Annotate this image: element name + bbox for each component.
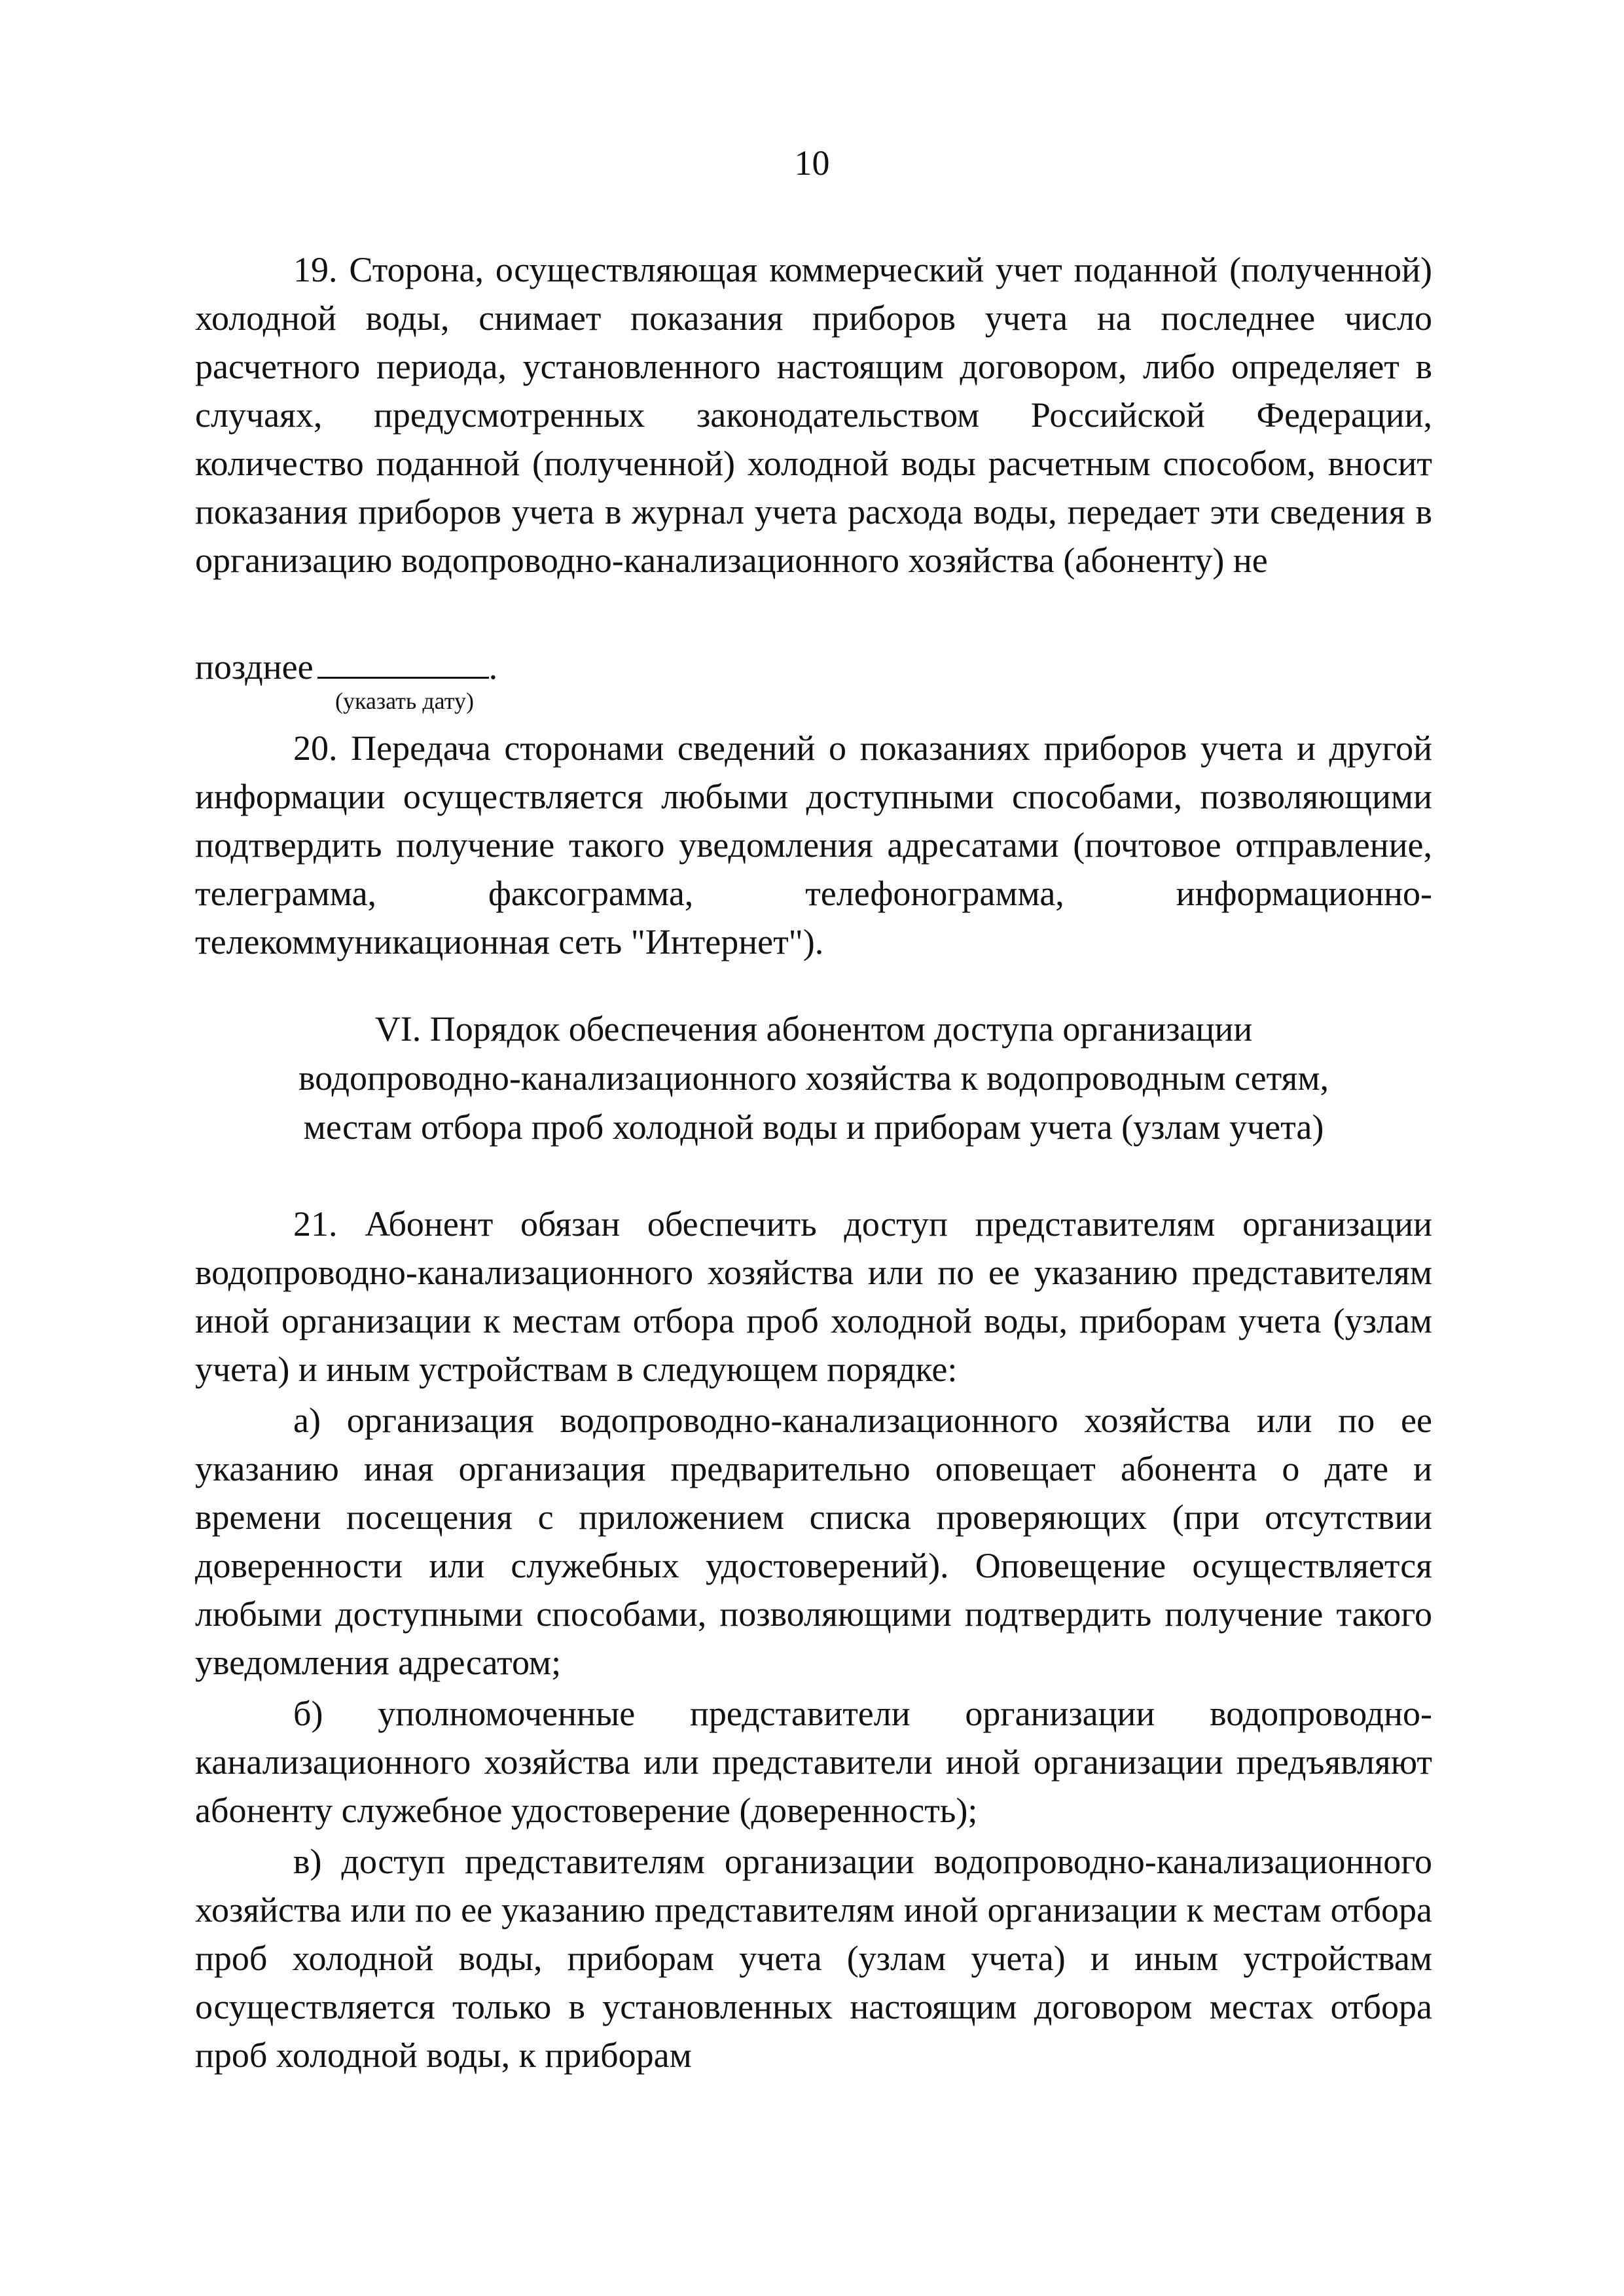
clause-19-date-line <box>195 643 497 691</box>
section-vi-heading-line: водопроводно-канализационного хозяйства к водопроводным сетям, <box>298 1058 1329 1098</box>
clause-21 <box>195 1200 1432 2082</box>
clause-21-item-v: в) доступ представителям организации водопроводно-канализационного хозяйства или по ее указанию представителям иной организации к местам отбора проб холодной воды, приборам учета (узлам учета) и иным устройствам осуществляется только в установленных настоящим договором местах отбора проб холодной воды, к приборам <box>195 1842 1432 2075</box>
clause-21-item-a: а) организация водопроводно-канализационного хозяйства или по ее указанию иная организация предварительно оповещает абонента о дате и времени посещения с приложением списка проверяющих (при отсутствии доверенности или служебных удостоверений). Оповещение осуществляется любыми доступными способами, позволяющими подтвердить получение такого уведомления адресатом; <box>195 1401 1432 1682</box>
clause-21-intro: 21. Абонент обязан обеспечить доступ представителям организации водопроводно-канализационного хозяйства или по ее указанию представителям иной организации к местам отбора проб холодной воды, приборам учета (узлам учета) и иным устройствам в следующем порядке: <box>195 1204 1432 1389</box>
section-vi-heading-line: местам отбора проб холодной воды и приборам учета (узлам учета) <box>303 1107 1324 1147</box>
date-blank-field[interactable] <box>317 643 489 679</box>
section-vi-heading <box>195 1005 1432 1152</box>
clause-20-text: 20. Передача сторонами сведений о показаниях приборов учета и другой информации осуществляется любыми доступными способами, позволяющими подтвердить получение такого уведомления адресатами (почтовое отправление, телеграмма, факсограмма, телефонограмма, информационно-телекоммуникационная сеть "Интернет"). <box>195 728 1432 961</box>
clause-19 <box>195 245 1432 587</box>
clause-19-tail-prefix: позднее <box>195 647 314 687</box>
clause-19-tail-suffix: . <box>488 647 498 687</box>
section-vi-heading-line: VI. Порядок обеспечения абонентом доступа организации <box>374 1009 1253 1049</box>
clause-21-item-b: б) уполномоченные представители организации водопроводно-канализационного хозяйства или представители иной организации предъявляют абоненту служебное удостоверение (доверенность); <box>195 1694 1432 1830</box>
clause-20 <box>195 724 1432 969</box>
page-number: 10 <box>794 143 830 183</box>
clause-19-text: 19. Сторона, осуществляющая коммерческий учет поданной (полученной) холодной воды, снимает показания приборов учета на последнее число расчетного периода, установленного настоящим договором, либо определяет в случаях, предусмотренных законодательством Российской Федерации, количество поданной (полученной) холодной воды расчетным способом, вносит показания приборов учета в журнал учета расхода воды, передает эти сведения в организацию водопроводно-канализационного хозяйства (абоненту) не <box>195 250 1432 580</box>
date-hint: (указать дату) <box>335 688 474 714</box>
